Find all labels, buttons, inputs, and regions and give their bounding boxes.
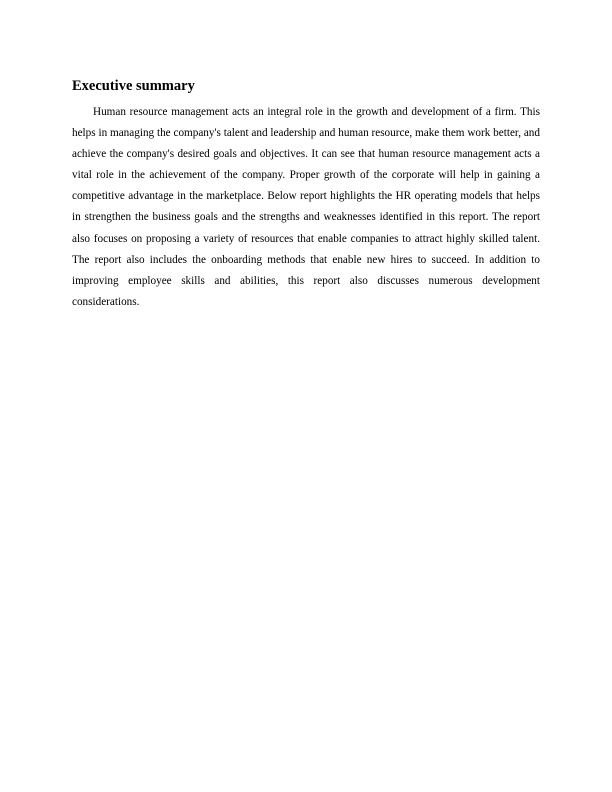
executive-summary-section (72, 76, 540, 313)
section-heading: Executive summary (72, 78, 195, 94)
summary-paragraph: Human resource management acts an integral role in the growth and development of a firm. This helps in managing the company's talent and leadership and human resource, make them work better, and achieve the company's desired goals and objectives. It can see that human resource management acts a vital role in the achievement of the company. Proper growth of the corporate will help in gaining a competitive advantage in the marketplace. Below report highlights the HR operating models that helps in strengthen the business goals and the strengths and weaknesses identified in this report. The report also focuses on proposing a variety of resources that enable companies to attract highly skilled talent. The report also includes the onboarding methods that enable new hires to succeed. In addition to improving employee skills and abilities, this report also discusses numerous development considerations. (72, 106, 540, 308)
